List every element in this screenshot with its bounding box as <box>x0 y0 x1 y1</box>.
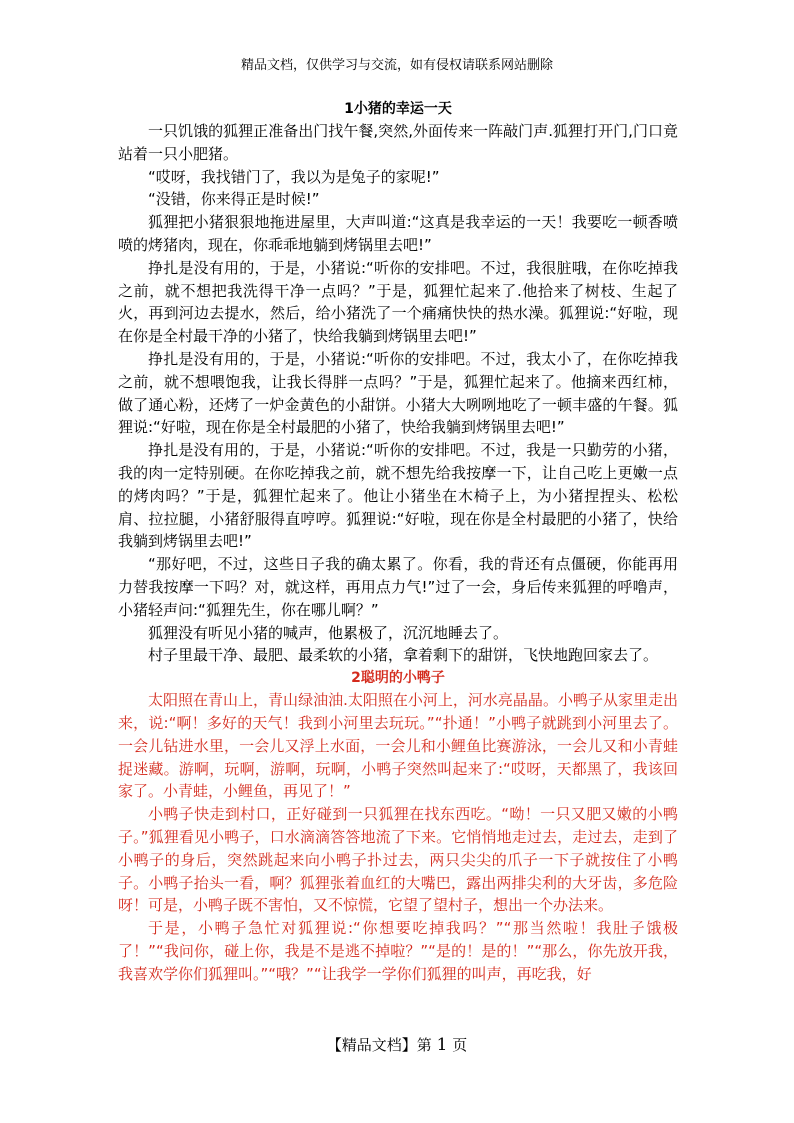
paragraph: 狐狸把小猪狠狠地拖进屋里，大声叫道:“这真是我幸运的一天！我要吃一顿香喷喷的烤猪肉，现在，你乖乖地躺到烤锅里去吧!” <box>118 213 678 254</box>
paragraph: “哎呀，我找错门了，我以为是兔子的家呢!” <box>148 167 440 186</box>
paragraph: 太阳照在青山上，青山绿油油.太阳照在小河上，河水亮晶晶。小鸭子从家里走出来，说:“啊！多好的天气！我到小河里去玩玩。”“扑通！”小鸭子就跳到小河里去了。一会儿钻进水里，一会儿又浮上水面，一会儿和小鲤鱼比赛游泳，一会儿又和小青蛙捉迷藏。游啊，玩啊，游啊，玩啊，小鸭子突然叫起来了:“哎呀，天都黑了，我该回家了。小青蛙，小鲤鱼，再见了！” <box>118 691 678 801</box>
paragraph: 挣扎是没有用的，于是，小猪说:“听你的安排吧。不过，我是一只勤劳的小猪，我的肉一定特别硬。在你吃掉我之前，就不想先给我按摩一下，让自己吃上更嫩一点的烤肉吗？”于是，狐狸忙起来了。他让小猪坐在木椅子上，为小猪捏捏头、松松肩、拉拉腿，小猪舒服得直哼哼。狐狸说:“好啦，现在你是全村最肥的小猪了，快给我躺到烤锅里去吧!” <box>118 441 678 551</box>
story-title: 2聪明的小鸭子 <box>351 670 445 687</box>
paragraph: “那好吧，不过，这些日子我的确太累了。你看，我的背还有点僵硬，你能再用力替我按摩一下吗？对，就这样，再用点力气!”过了一会，身后传来狐狸的呼噜声，小猪轻声问:“狐狸先生，你在哪儿啊？” <box>118 555 678 619</box>
page-number: 1 <box>436 1035 448 1055</box>
paragraph: 挣扎是没有用的，于是，小猪说:“听你的安排吧。不过，我太小了，在你吃掉我之前，就不想喂饱我，让我长得胖一点吗？”于是，狐狸忙起来了。他摘来西红柿，做了通心粉，还烤了一炉金黄色的小甜饼。小猪大大咧咧地吃了一顿丰盛的午餐。狐狸说:“好啦，现在你是全村最肥的小猪了，快给我躺到烤锅里去吧!” <box>118 349 678 437</box>
paragraph: 一只饥饿的狐狸正准备出门找午餐,突然,外面传来一阵敲门声.狐狸打开门,门口竟站着一只小肥猪。 <box>118 122 678 163</box>
story-title: 1小猪的幸运一天 <box>344 101 452 117</box>
page-footer <box>0 1034 794 1056</box>
document-body <box>118 98 678 985</box>
story-clever-duckling <box>118 667 678 985</box>
paragraph: 于是，小鸭子急忙对狐狸说:“你想要吃掉我吗？”“那当然啦！我肚子饿极了！”“我问你，碰上你，我是不是逃不掉啦？”“是的！是的！”“那么，你先放开我，我喜欢学你们狐狸叫。”“哦？”“让我学一学你们狐狸的叫声，再吃我，好 <box>118 919 678 983</box>
page-prefix: 第 <box>416 1036 432 1054</box>
paragraph: 挣扎是没有用的，于是，小猪说:“听你的安排吧。不过，我很脏哦，在你吃掉我之前，就不想把我洗得干净一点吗？”于是，狐狸忙起来了.他拾来了树枝、生起了火，再到河边去提水，然后，给小猪洗了一个痛痛快快的热水澡。狐狸说:“好啦，现在你是全村最干净的小猪了，快给我躺到烤锅里去吧!” <box>118 258 678 346</box>
paragraph: 小鸭子快走到村口，正好碰到一只狐狸在找东西吃。“呦！一只又肥又嫩的小鸭子。”狐狸看见小鸭子，口水滴滴答答地流了下来。它悄悄地走过去，走过去，走到了小鸭子的身后，突然跳起来向小鸭子扑过去，两只尖尖的爪子一下子就按住了小鸭子。小鸭子抬头一看，啊？狐狸张着血红的大嘴巴，露出两排尖利的大牙齿，多危险呀！可是，小鸭子既不害怕，又不惊慌，它望了望村子，想出一个办法来。 <box>118 805 678 915</box>
paragraph: “没错，你来得正是时候!” <box>148 190 320 209</box>
footer-label: 【精品文档】 <box>326 1036 417 1054</box>
paragraph: 村子里最干净、最肥、最柔软的小猪，拿着剩下的甜饼，飞快地跑回家去了。 <box>148 646 659 665</box>
header-note: 精品文档，仅供学习与交流，如有侵权请联系网站删除 <box>240 58 553 73</box>
story-little-pig <box>118 98 678 667</box>
page-suffix: 页 <box>452 1036 468 1054</box>
paragraph: 狐狸没有听见小猪的喊声，他累极了，沉沉地睡去了。 <box>148 623 509 642</box>
